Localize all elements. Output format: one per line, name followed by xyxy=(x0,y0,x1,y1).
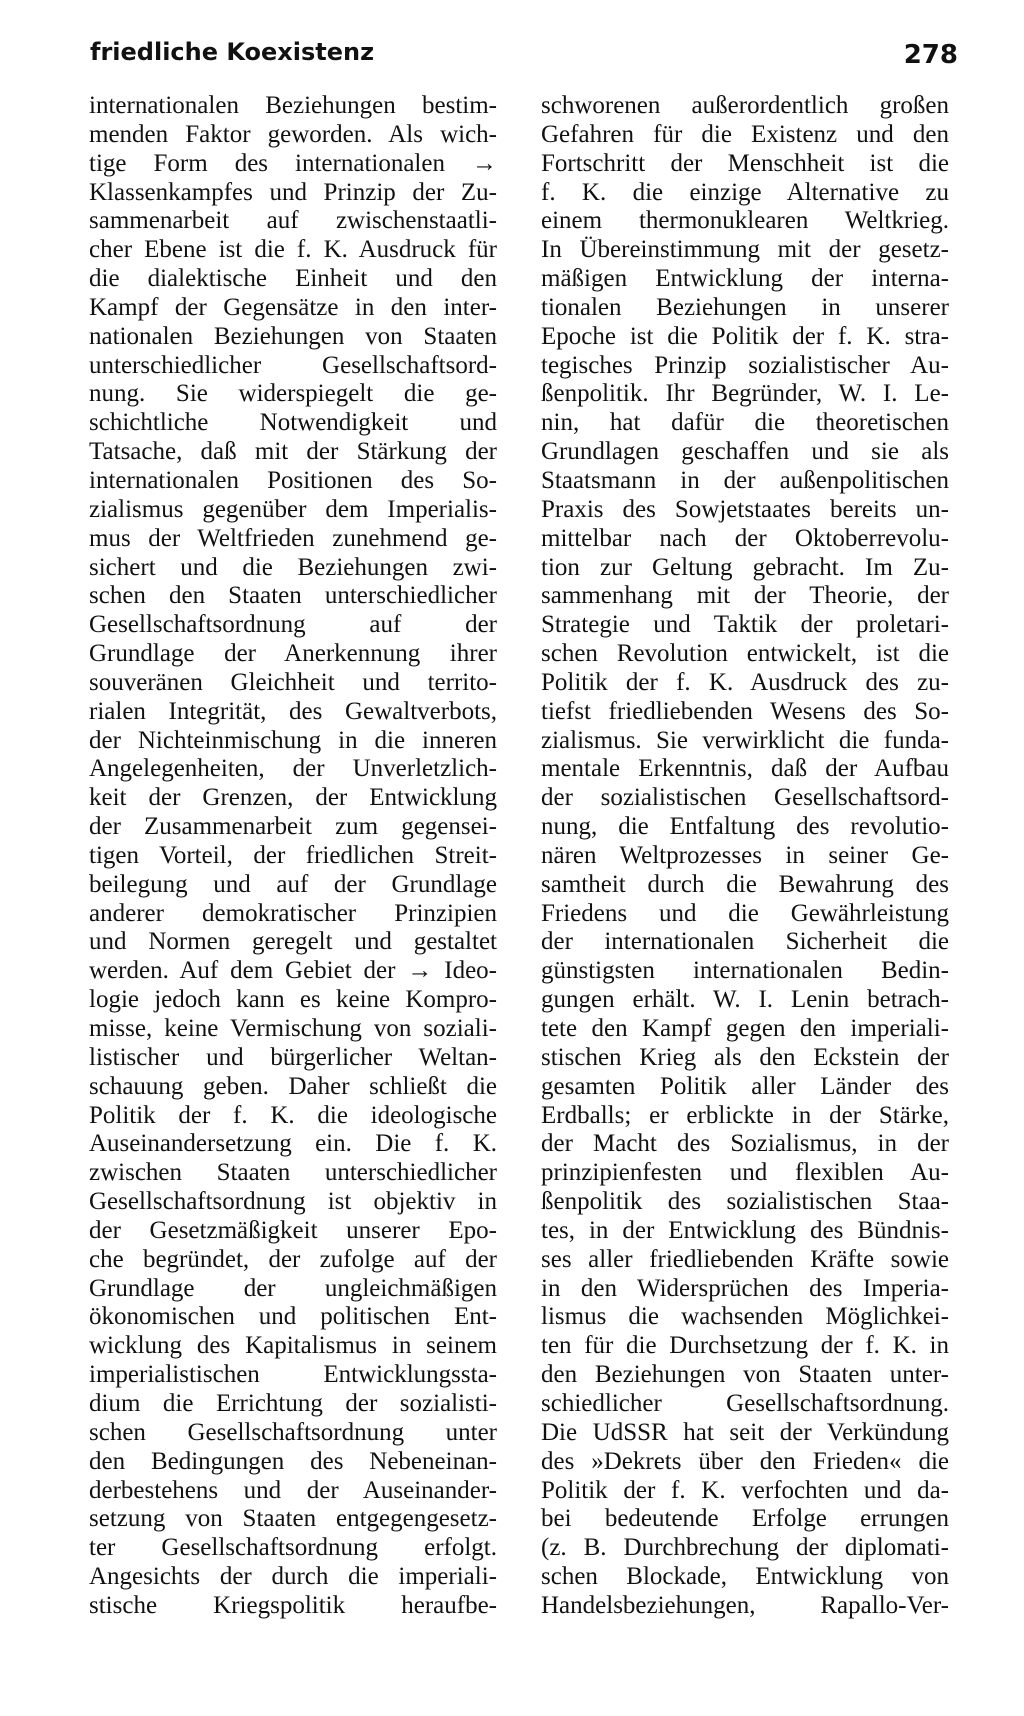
text-line: Tatsache, daß mit der Stärkung der xyxy=(89,438,497,466)
text-line: derbestehens und der Auseinander- xyxy=(89,1476,497,1504)
text-line: tiefst friedliebenden Wesens des So- xyxy=(541,697,949,725)
text-line: Politik der f. K. Ausdruck des zu- xyxy=(541,668,949,696)
text-line: sichert und die Beziehungen zwi- xyxy=(89,553,497,581)
text-line: mittelbar nach der Oktoberrevolu- xyxy=(541,524,949,552)
text-line: keit der Grenzen, der Entwicklung xyxy=(89,784,497,812)
text-line: Auseinandersetzung ein. Die f. K. xyxy=(89,1130,497,1158)
text-line: der Nichteinmischung in die inneren xyxy=(89,726,497,754)
text-line: tigen Vorteil, der friedlichen Streit- xyxy=(89,841,497,869)
text-line: Epoche ist die Politik der f. K. stra- xyxy=(541,322,949,350)
text-line: tige Form des internationalen → xyxy=(89,149,497,177)
text-line: mäßigen Entwicklung der interna- xyxy=(541,265,949,293)
text-line: logie jedoch kann es keine Kompro- xyxy=(89,986,497,1014)
text-line: die dialektische Einheit und den xyxy=(89,265,497,293)
text-line: samtheit durch die Bewahrung des xyxy=(541,870,949,898)
text-line: menden Faktor geworden. Als wich- xyxy=(89,120,497,148)
text-line: sammenhang mit der Theorie, der xyxy=(541,582,949,610)
text-line: anderer demokratischer Prinzipien xyxy=(89,899,497,927)
page-number: 278 xyxy=(903,40,958,70)
text-line: beilegung und auf der Grundlage xyxy=(89,870,497,898)
text-line: Gesellschaftsordnung auf der xyxy=(89,611,497,639)
text-line: Klassenkampfes und Prinzip der Zu- xyxy=(89,178,497,206)
text-line: misse, keine Vermischung von soziali- xyxy=(89,1015,497,1042)
text-line: dium die Errichtung der sozialisti- xyxy=(89,1389,497,1417)
text-line: internationalen Positionen des So- xyxy=(89,466,497,494)
text-line: wicklung des Kapitalismus in seinem xyxy=(89,1332,497,1360)
text-line: den Beziehungen von Staaten unter- xyxy=(541,1361,949,1389)
text-line: schen Blockade, Entwicklung von xyxy=(541,1563,949,1591)
text-line: und Normen geregelt und gestaltet xyxy=(89,928,497,956)
text-line: Erdballs; er erblickte in der Stärke, xyxy=(541,1101,949,1129)
text-line: nung. Sie widerspiegelt die ge- xyxy=(89,380,497,408)
text-line: prinzipienfesten und flexiblen Au- xyxy=(541,1159,949,1187)
text-line: Politik der f. K. die ideologische xyxy=(89,1101,497,1129)
text-line: Die UdSSR hat seit der Verkündung xyxy=(541,1418,949,1446)
text-line: in den Widersprüchen des Imperia- xyxy=(541,1274,949,1302)
text-line: Friedens und die Gewährleistung xyxy=(541,899,949,927)
text-line: Angesichts der durch die imperiali- xyxy=(89,1563,497,1591)
text-line: Staatsmann in der außenpolitischen xyxy=(541,466,949,494)
text-line: setzung von Staaten entgegengesetz- xyxy=(89,1505,497,1533)
text-line: lismus die wachsenden Möglichkei- xyxy=(541,1303,949,1331)
text-line: zwischen Staaten unterschiedlicher xyxy=(89,1159,497,1187)
text-line: tionalen Beziehungen in unserer xyxy=(541,293,949,321)
text-line: schen den Staaten unterschiedlicher xyxy=(89,582,497,610)
text-line: der sozialistischen Gesellschaftsord- xyxy=(541,784,949,812)
text-line: mentale Erkenntnis, daß der Aufbau xyxy=(541,755,949,783)
text-line: Angelegenheiten, der Unverletzlich- xyxy=(89,755,497,783)
text-line: der Macht des Sozialismus, in der xyxy=(541,1130,949,1158)
text-line: Handelsbeziehungen, Rapallo-Ver- xyxy=(541,1591,949,1619)
text-line: Praxis des Sowjetstaates bereits un- xyxy=(541,495,949,523)
text-line: cher Ebene ist die f. K. Ausdruck für xyxy=(89,236,497,264)
text-line: ses aller friedliebenden Kräfte sowie xyxy=(541,1245,949,1273)
text-line: stische Kriegspolitik heraufbe- xyxy=(89,1591,497,1619)
text-line: Gefahren für die Existenz und den xyxy=(541,120,949,148)
text-line: Kampf der Gegensätze in den inter- xyxy=(89,293,497,321)
text-line: einem thermonuklearen Weltkrieg. xyxy=(541,207,949,235)
text-line: Politik der f. K. verfochten und da- xyxy=(541,1476,949,1504)
text-line: imperialistischen Entwicklungssta- xyxy=(89,1361,497,1389)
text-line: listischer und bürgerlicher Weltan- xyxy=(89,1043,497,1071)
text-line: schiedlicher Gesellschaftsordnung. xyxy=(541,1389,949,1417)
text-line: zialismus. Sie verwirklicht die funda- xyxy=(541,726,949,754)
text-line: bei bedeutende Erfolge errungen xyxy=(541,1505,949,1533)
left-text-column xyxy=(89,92,497,1621)
text-line: des »Dekrets über den Frieden« die xyxy=(541,1447,949,1475)
text-line: internationalen Beziehungen bestim- xyxy=(89,92,497,119)
text-line: den Bedingungen des Nebeneinan- xyxy=(89,1447,497,1475)
text-line: ter Gesellschaftsordnung erfolgt. xyxy=(89,1534,497,1562)
text-line: nationalen Beziehungen von Staaten xyxy=(89,322,497,350)
text-line: schen Gesellschaftsordnung unter xyxy=(89,1418,497,1446)
text-line: Grundlage der Anerkennung ihrer xyxy=(89,640,497,668)
text-line: tete den Kampf gegen den imperiali- xyxy=(541,1015,949,1042)
text-line: Grundlage der ungleichmäßigen xyxy=(89,1274,497,1302)
text-line: der Zusammenarbeit zum gegensei- xyxy=(89,813,497,841)
text-line: Fortschritt der Menschheit ist die xyxy=(541,149,949,177)
running-head: friedliche Koexistenz xyxy=(90,38,375,66)
text-line: günstigsten internationalen Bedin- xyxy=(541,957,949,985)
text-line: nären Weltprozesses in seiner Ge- xyxy=(541,841,949,869)
text-line: stischen Krieg als den Eckstein der xyxy=(541,1043,949,1071)
text-line: der Gesetzmäßigkeit unserer Epo- xyxy=(89,1216,497,1244)
text-line: souveränen Gleichheit und territo- xyxy=(89,668,497,696)
text-line: gungen erhält. W. I. Lenin betrach- xyxy=(541,986,949,1014)
text-line: tegisches Prinzip sozialistischer Au- xyxy=(541,351,949,379)
text-line: schen Revolution entwickelt, ist die xyxy=(541,640,949,668)
text-line: nin, hat dafür die theoretischen xyxy=(541,409,949,437)
text-line: Strategie und Taktik der proletari- xyxy=(541,611,949,639)
text-line: ten für die Durchsetzung der f. K. in xyxy=(541,1332,949,1360)
text-line: ßenpolitik. Ihr Begründer, W. I. Le- xyxy=(541,380,949,408)
text-line: werden. Auf dem Gebiet der → Ideo- xyxy=(89,957,497,985)
text-line: schichtliche Notwendigkeit und xyxy=(89,409,497,437)
right-text-column xyxy=(541,92,949,1621)
text-line: schworenen außerordentlich großen xyxy=(541,92,949,119)
text-line: tion zur Geltung gebracht. Im Zu- xyxy=(541,553,949,581)
text-line: der internationalen Sicherheit die xyxy=(541,928,949,956)
text-line: che begründet, der zufolge auf der xyxy=(89,1245,497,1273)
text-line: gesamten Politik aller Länder des xyxy=(541,1072,949,1100)
text-line: schauung geben. Daher schließt die xyxy=(89,1072,497,1100)
text-line: (z. B. Durchbrechung der diplomati- xyxy=(541,1534,949,1562)
text-line: ßenpolitik des sozialistischen Staa- xyxy=(541,1188,949,1216)
text-line: mus der Weltfrieden zunehmend ge- xyxy=(89,524,497,552)
text-line: Gesellschaftsordnung ist objektiv in xyxy=(89,1188,497,1216)
text-line: ökonomischen und politischen Ent- xyxy=(89,1303,497,1331)
text-line: nung, die Entfaltung des revolutio- xyxy=(541,813,949,841)
text-line: sammenarbeit auf zwischenstaatli- xyxy=(89,207,497,235)
text-line: rialen Integrität, des Gewaltverbots, xyxy=(89,697,497,725)
text-line: Grundlagen geschaffen und sie als xyxy=(541,438,949,466)
text-line: tes, in der Entwicklung des Bündnis- xyxy=(541,1216,949,1244)
text-line: In Übereinstimmung mit der gesetz- xyxy=(541,236,949,264)
text-line: unterschiedlicher Gesellschaftsord- xyxy=(89,351,497,379)
text-line: zialismus gegenüber dem Imperialis- xyxy=(89,495,497,523)
text-line: f. K. die einzige Alternative zu xyxy=(541,178,949,206)
